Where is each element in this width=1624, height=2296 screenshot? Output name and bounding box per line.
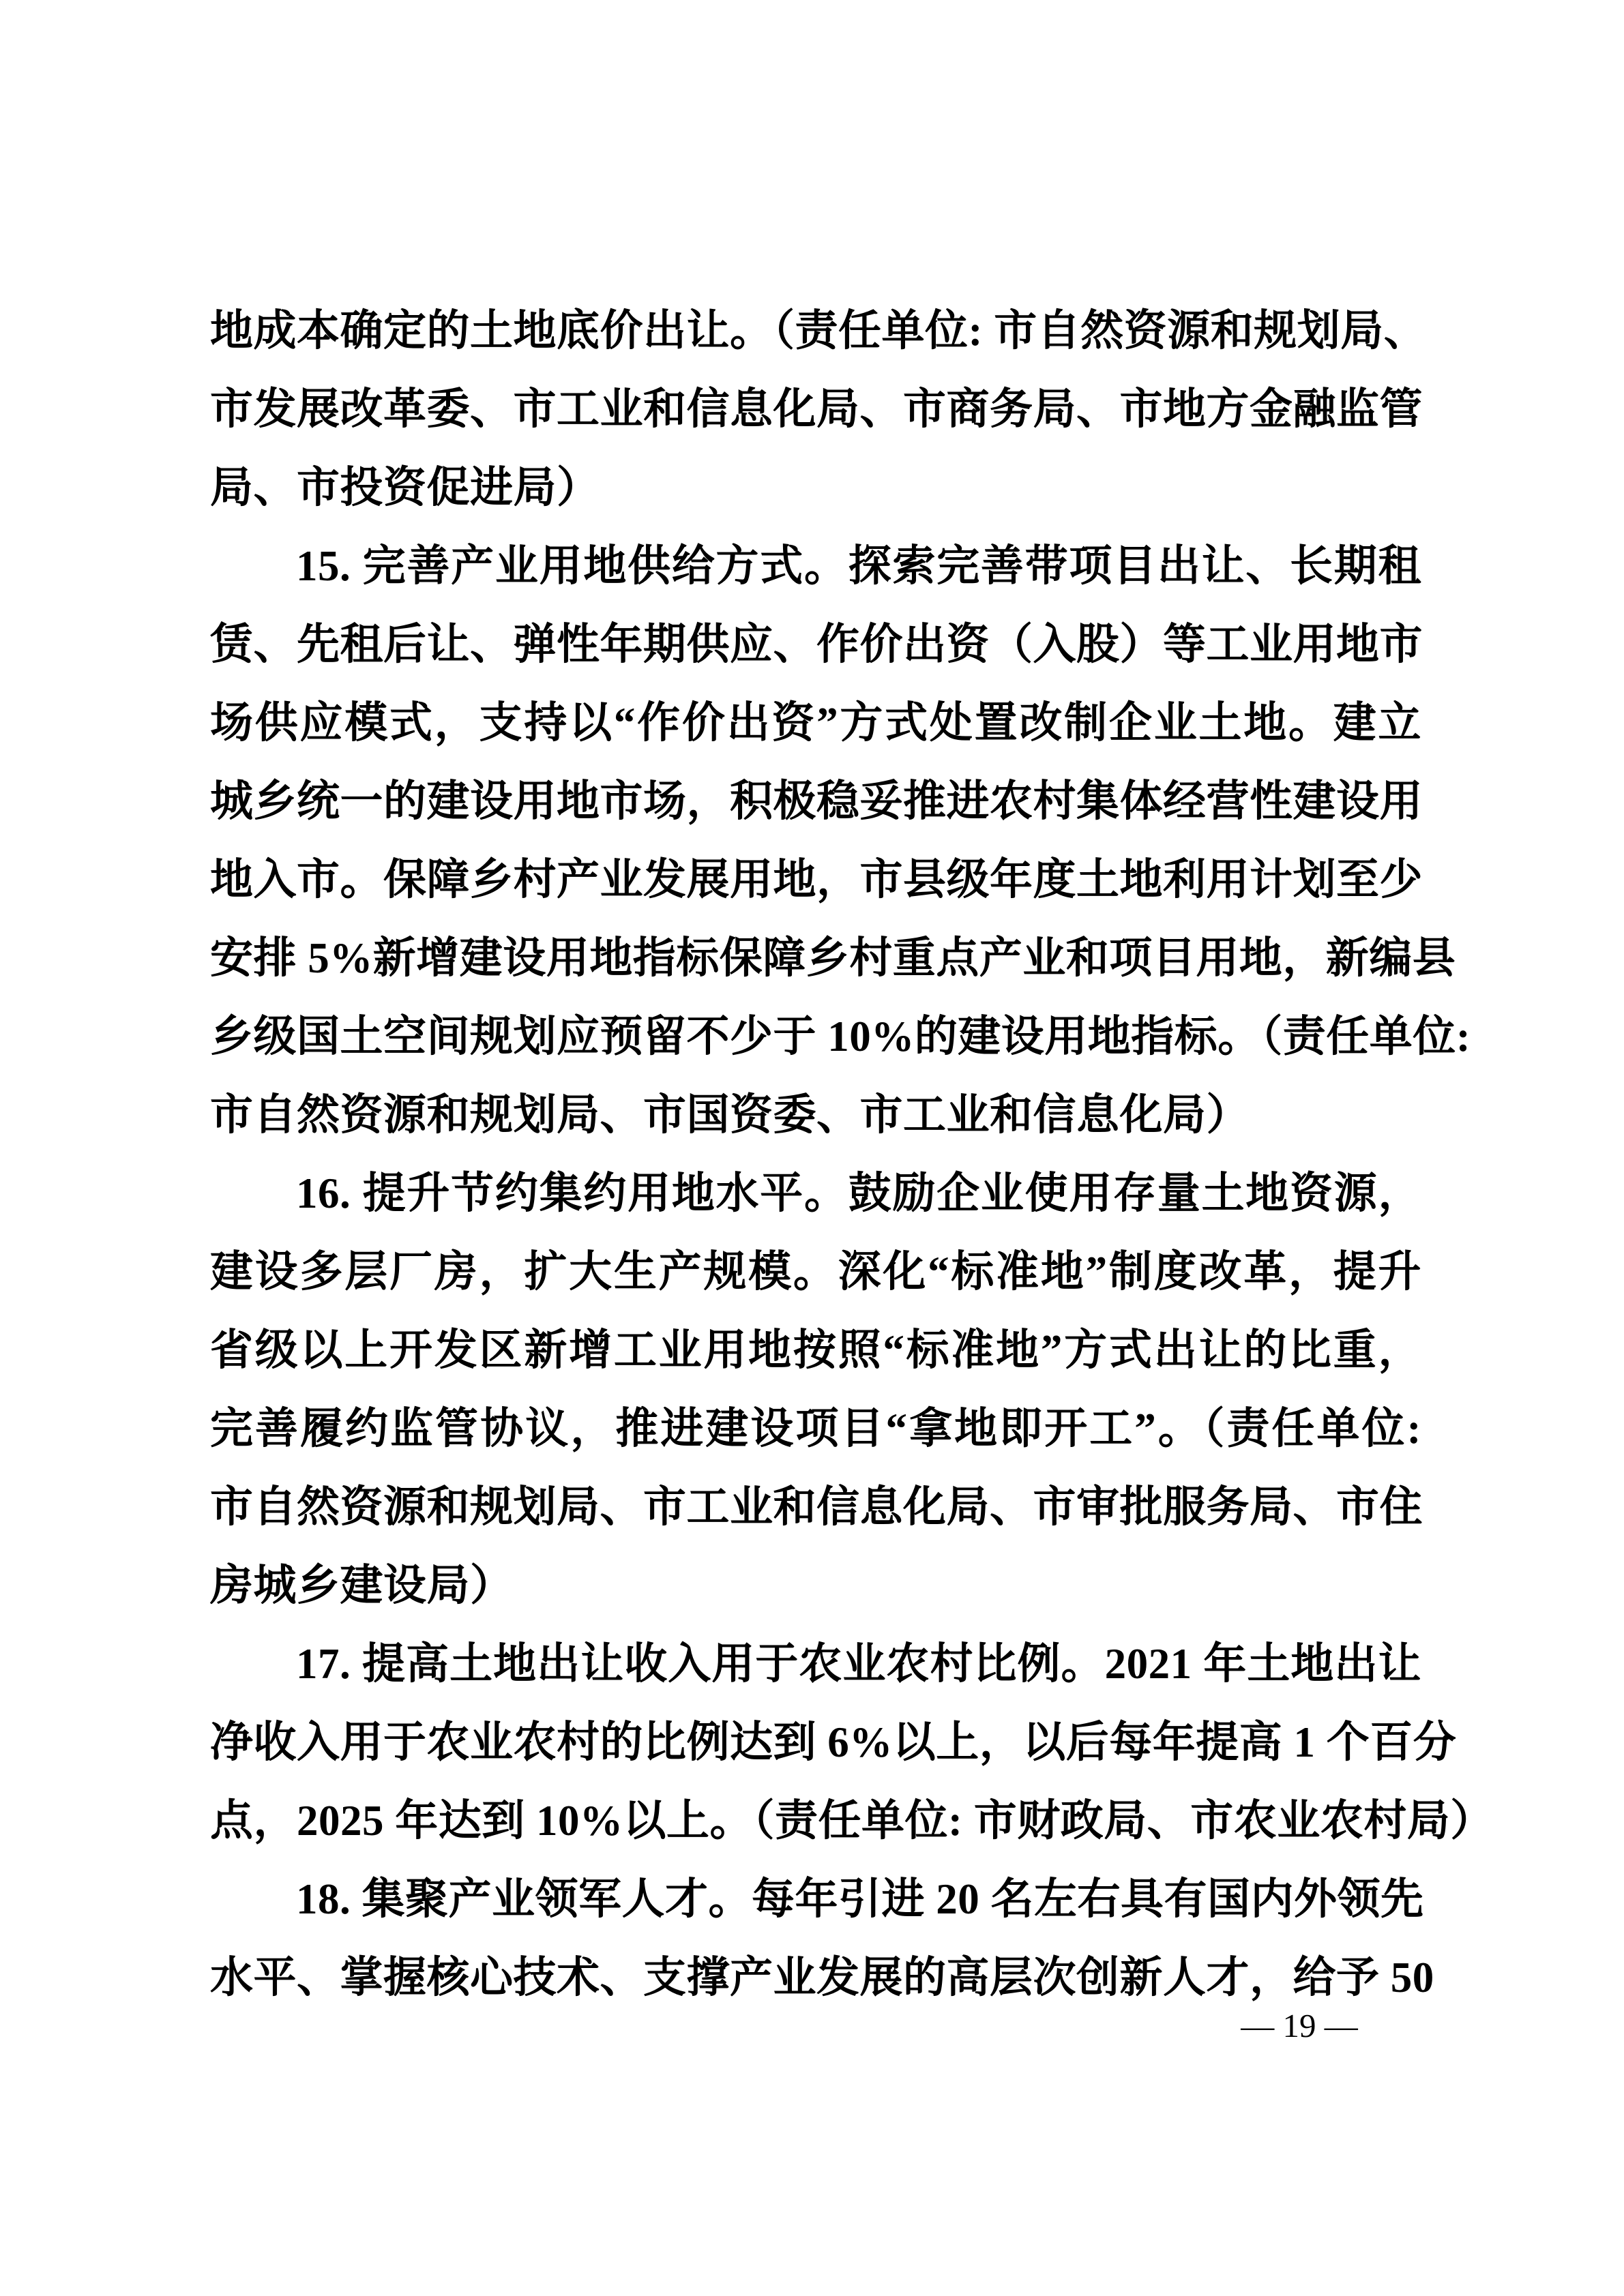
text-line: 水平、掌握核心技术、支撑产业发展的高层次创新人才，给予 50 (210, 1954, 1434, 2001)
text-line-paragraph-17-start: 17. 提高土地出让收入用于农业农村比例。2021 年土地出让 (296, 1640, 1421, 1688)
text-line-paragraph-16-start: 16. 提升节约集约用地水平。鼓励企业使用存量土地资源， (296, 1169, 1421, 1217)
text-line: 安排 5%新增建设用地指标保障乡村重点产业和项目用地，新编县 (210, 934, 1456, 982)
text-line-paragraph-18-start: 18. 集聚产业领军人才。每年引进 20 名左右具有国内外领先 (296, 1875, 1424, 1923)
text-line-paragraph-15-start: 15. 完善产业用地供给方式。探索完善带项目出让、长期租 (296, 542, 1421, 590)
text-line: 点，2025 年达到 10%以上。（责任单位: 市财政局、市农业农村局） (210, 1797, 1494, 1845)
text-line: 净收入用于农业农村的比例达到 6%以上，以后每年提高 1 个百分 (210, 1718, 1457, 1766)
text-line: 房城乡建设局） (210, 1562, 514, 1609)
text-line: 省级以上开发区新增工业用地按照“标准地”方式出让的比重， (210, 1326, 1421, 1374)
text-line: 地成本确定的土地底价出让。（责任单位: 市自然资源和规划局、 (210, 307, 1428, 355)
text-line: 乡级国土空间规划应预留不少于 10%的建设用地指标。（责任单位: (210, 1013, 1471, 1060)
text-line: 地入市。保障乡村产业发展用地，市县级年度土地利用计划至少 (210, 856, 1423, 904)
text-line: 完善履约监管协议，推进建设项目“拿地即开工”。（责任单位: (210, 1405, 1421, 1452)
text-line: 市自然资源和规划局、市国资委、市工业和信息化局） (210, 1091, 1250, 1139)
text-line: 城乡统一的建设用地市场，积极稳妥推进农村集体经营性建设用 (210, 777, 1423, 825)
document-body (210, 292, 1494, 2017)
text-line: 市自然资源和规划局、市工业和信息化局、市审批服务局、市住 (210, 1483, 1423, 1531)
text-line: 赁、先租后让、弹性年期供应、作价出资（入股）等工业用地市 (210, 621, 1423, 668)
text-line: 市发展改革委、市工业和信息化局、市商务局、市地方金融监管 (210, 385, 1423, 433)
text-line: 场供应模式，支持以“作价出资”方式处置改制企业土地。建立 (210, 699, 1421, 747)
page-number: — 19 — (1241, 2007, 1358, 2044)
text-line: 局、市投资促进局） (210, 464, 600, 511)
text-line: 建设多层厂房，扩大生产规模。深化“标准地”制度改革，提升 (210, 1248, 1421, 1296)
